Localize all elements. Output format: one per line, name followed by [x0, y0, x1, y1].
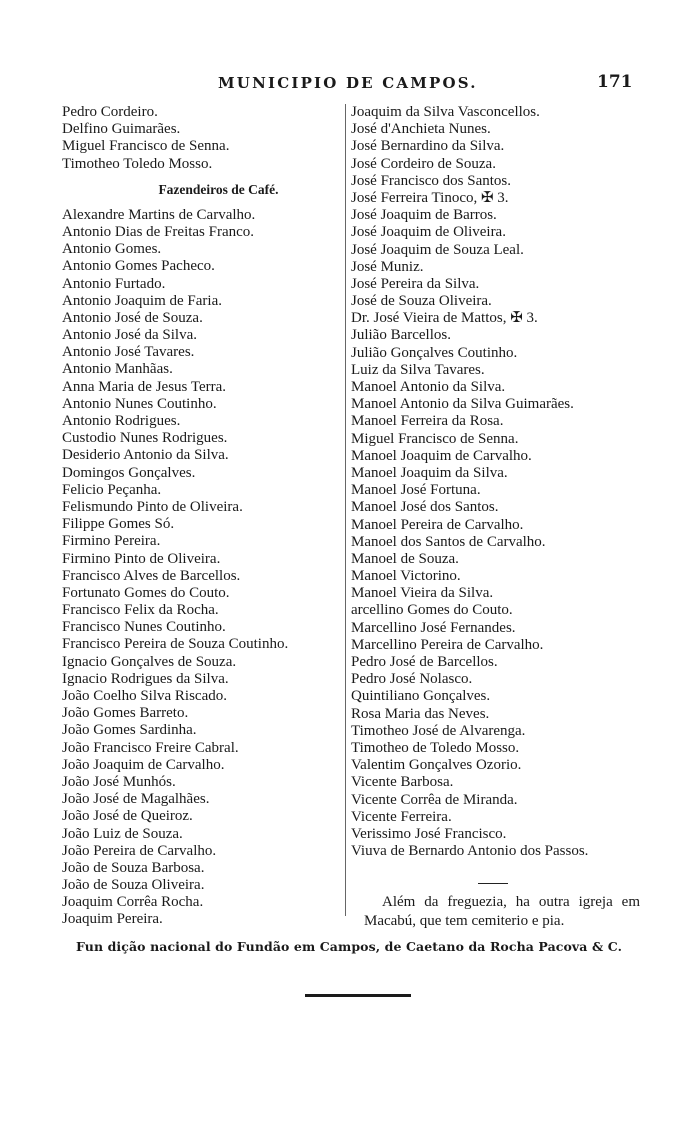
list-item: Quintiliano Gonçalves. — [351, 688, 491, 705]
list-item: Joaquim da Silva Vasconcellos. — [351, 104, 540, 120]
page-number: 171 — [597, 72, 633, 92]
list-item: Joaquim Pereira. — [62, 911, 163, 928]
list-item: José Pereira da Silva. — [351, 275, 480, 292]
list-item: Vicente Corrêa de Miranda. — [351, 791, 518, 808]
list-item: Manoel José Fortuna. — [351, 482, 481, 499]
list-item: Antonio Rodrigues. — [62, 413, 181, 429]
list-item: Miguel Francisco de Senna. — [62, 138, 230, 155]
list-item: Antonio Gomes Pacheco. — [62, 258, 215, 275]
list-item: Manoel Antonio da Silva. — [351, 379, 506, 395]
list-item: José Ferreira Tinoco, ✠ 3. — [351, 189, 509, 206]
list-item: Francisco Pereira de Souza Coutinho. — [62, 636, 289, 653]
closing-paragraph-text: Além da freguezia, ha outra igreja em Macabú, que tem cemiterio e pia. — [364, 894, 640, 929]
list-item: Custodio Nunes Rodrigues. — [62, 430, 228, 447]
list-item: João Francisco Freire Cabral. — [62, 739, 239, 756]
list-item: Manoel José dos Santos. — [351, 499, 499, 516]
list-item: José Cordeiro de Souza. — [351, 155, 496, 172]
list-item: Pedro José de Barcellos. — [351, 654, 498, 670]
list-item: Antonio Manhãas. — [62, 361, 173, 378]
list-item: Miguel Francisco de Senna. — [351, 430, 519, 447]
list-item: João Luiz de Souza. — [62, 825, 183, 842]
list-item: José Joaquim de Oliveira. — [351, 224, 506, 241]
list-item: Manoel Vieira da Silva. — [351, 585, 494, 602]
list-item: João de Souza Oliveira. — [62, 877, 205, 894]
list-item: Antonio José Tavares. — [62, 344, 195, 361]
list-item: Valentim Gonçalves Ozorio. — [351, 757, 522, 774]
list-item: Domingos Gonçalves. — [62, 464, 196, 481]
list-item: Joaquim Corrêa Rocha. — [62, 894, 204, 911]
list-item: Firmino Pereira. — [62, 533, 161, 550]
list-item: Timotheo José de Alvarenga. — [351, 722, 526, 739]
list-item: Filippe Gomes Só. — [62, 516, 175, 533]
list-item: Pedro José Nolasco. — [351, 671, 473, 688]
closing-paragraph — [364, 893, 640, 931]
list-item: Manoel dos Santos de Carvalho. — [351, 533, 546, 550]
list-item: Ignacio Gonçalves de Souza. — [62, 653, 237, 670]
list-item: Manoel Victorino. — [351, 568, 461, 585]
list-item: José Bernardino da Silva. — [351, 138, 505, 155]
list-item: Antonio Nunes Coutinho. — [62, 395, 217, 412]
list-item: Francisco Nunes Coutinho. — [62, 619, 226, 636]
list-item: Manoel Joaquim da Silva. — [351, 464, 508, 481]
left-column-top-list — [62, 104, 347, 173]
list-item: Francisco Felix da Rocha. — [62, 602, 219, 619]
running-title: MUNICIPIO DE CAMPOS. — [218, 74, 478, 92]
list-item: Marcellino Pereira de Carvalho. — [351, 636, 544, 653]
list-item: Antonio Joaquim de Faria. — [62, 292, 222, 309]
coffee-farmers-list — [62, 207, 347, 929]
list-item: Fortunato Gomes do Couto. — [62, 584, 230, 601]
list-item: Julião Barcellos. — [351, 327, 451, 344]
list-item: Dr. José Vieira de Mattos, ✠ 3. — [351, 310, 538, 327]
list-item: João José de Queiroz. — [62, 808, 193, 825]
list-item: Francisco Alves de Barcellos. — [62, 567, 241, 584]
list-item: Manoel Ferreira da Rosa. — [351, 413, 504, 430]
section-heading-coffee-farmers: Fazendeiros de Café. — [158, 181, 279, 197]
list-item: João Gomes Sardinha. — [62, 722, 197, 739]
list-item: Manoel de Souza. — [351, 550, 459, 567]
right-column-list — [351, 104, 643, 860]
list-item: João José Munhós. — [62, 773, 176, 790]
printer-imprint: Fun dição nacional do Fundão em Campos, de Caetano da Rocha Pacova & C. — [76, 939, 623, 954]
list-item: arcellino Gomes do Couto. — [351, 602, 513, 619]
list-item: Ignacio Rodrigues da Silva. — [62, 670, 229, 687]
list-item: Timotheo de Toledo Mosso. — [351, 739, 520, 756]
list-item: Desiderio Antonio da Silva. — [62, 447, 229, 464]
list-item: João Joaquim de Carvalho. — [62, 756, 225, 773]
list-item: Vicente Ferreira. — [351, 808, 452, 825]
list-item: Rosa Maria das Neves. — [351, 705, 490, 722]
list-item: João de Souza Barbosa. — [62, 859, 205, 876]
list-item: José Joaquim de Barros. — [351, 207, 497, 224]
list-item: Delfino Guimarães. — [62, 121, 181, 138]
list-item: João Gomes Barreto. — [62, 705, 189, 722]
list-item: Antonio José de Souza. — [62, 309, 203, 326]
list-item: Viuva de Bernardo Antonio dos Passos. — [351, 843, 589, 860]
list-item: Manoel Pereira de Carvalho. — [351, 516, 524, 533]
list-item: Luiz da Silva Tavares. — [351, 361, 485, 378]
list-item: João José de Magalhães. — [62, 791, 210, 808]
short-rule — [478, 883, 508, 884]
list-item: José Francisco dos Santos. — [351, 172, 511, 189]
list-item: Vicente Barbosa. — [351, 774, 454, 791]
list-item: Felicio Peçanha. — [62, 481, 162, 498]
page-header — [0, 74, 683, 98]
list-item: José d'Anchieta Nunes. — [351, 121, 491, 138]
list-item: Antonio Dias de Freitas Franco. — [62, 223, 255, 240]
list-item: Timotheo Toledo Mosso. — [62, 155, 213, 172]
list-item: João Pereira de Carvalho. — [62, 842, 217, 859]
list-item: Anna Maria de Jesus Terra. — [62, 378, 227, 395]
list-item: José Joaquim de Souza Leal. — [351, 241, 524, 258]
bottom-rule — [305, 994, 411, 997]
list-item: Firmino Pinto de Oliveira. — [62, 550, 221, 567]
list-item: Antonio Furtado. — [62, 275, 166, 292]
list-item: Manoel Joaquim de Carvalho. — [351, 447, 532, 464]
list-item: João Coelho Silva Riscado. — [62, 688, 227, 704]
list-item: Antonio José da Silva. — [62, 327, 197, 344]
list-item: Alexandre Martins de Carvalho. — [62, 206, 256, 223]
left-column — [62, 104, 347, 929]
list-item: Felismundo Pinto de Oliveira. — [62, 498, 243, 515]
list-item: Julião Gonçalves Coutinho. — [351, 344, 518, 361]
list-item: Manoel Antonio da Silva Guimarães. — [351, 396, 574, 413]
list-item: José de Souza Oliveira. — [351, 293, 492, 310]
right-column — [351, 104, 643, 860]
list-item: José Muniz. — [351, 258, 424, 275]
list-item: Verissimo José Francisco. — [351, 825, 507, 842]
list-item: Pedro Cordeiro. — [62, 104, 158, 120]
list-item: Antonio Gomes. — [62, 241, 162, 258]
list-item: Marcellino José Fernandes. — [351, 619, 516, 636]
